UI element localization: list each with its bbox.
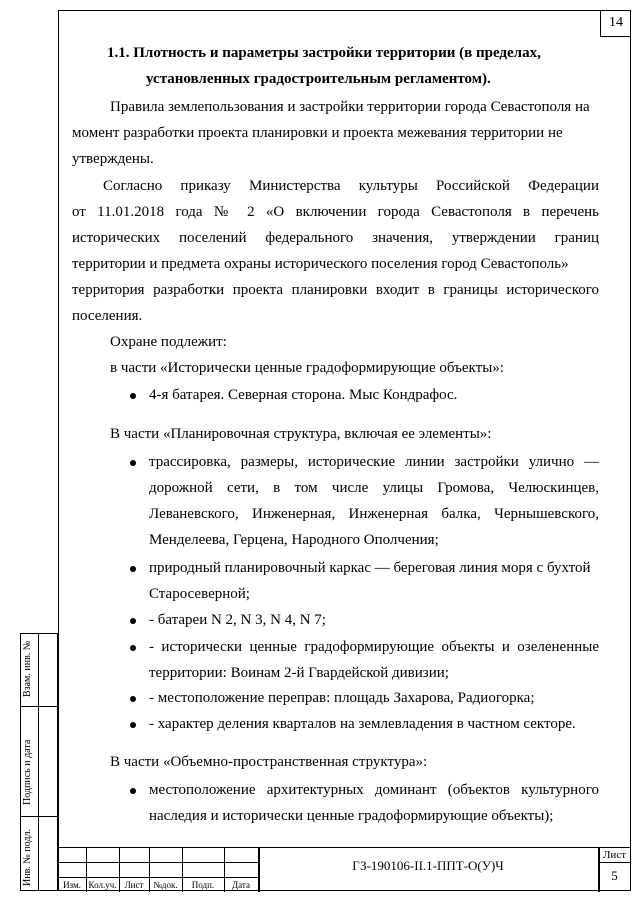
bullet-icon xyxy=(130,696,136,702)
section-heading: 1.1. Плотность и параметры застройки территории (в пределах, xyxy=(107,45,541,61)
list-item-line: Старосеверной; xyxy=(149,586,250,602)
section-heading-cont: установленных градостроительным регламентом). xyxy=(146,71,491,87)
tb-col-ndok: №док. xyxy=(153,880,178,890)
bullet-icon xyxy=(130,566,136,572)
list-item-line: наследия и исторически ценные градоформирующие объекты); xyxy=(149,808,554,824)
list-item: местоположение архитектурных доминант (объектов культурного xyxy=(149,782,599,798)
tb-col-list: Лист xyxy=(124,880,144,890)
list-item: - батареи N 2, N 3, N 4, N 7; xyxy=(149,612,326,628)
part1-label: в части «Исторически ценные градоформирующие объекты»: xyxy=(110,360,504,376)
list-item: трассировка, размеры, исторические линии застройки улично — xyxy=(149,454,599,470)
page-number: 14 xyxy=(600,10,631,37)
para2-line: исторических поселений федерального значения, утверждении границ xyxy=(72,230,599,246)
para2-line: поселения. xyxy=(72,308,143,324)
tb-col-koluch: Кол.уч. xyxy=(88,880,117,890)
sheet-number: 5 xyxy=(611,868,618,883)
vzam-label: Взам. инв. № xyxy=(22,640,33,697)
sheet-label: Лист xyxy=(602,849,627,861)
list-item: - исторически ценные градоформирующие объекты и озелененные xyxy=(149,639,599,655)
list-item: природный планировочный каркас — береговая линия моря с бухтой xyxy=(149,560,591,576)
bullet-icon xyxy=(130,722,136,728)
list-item: - характер деления кварталов на землевладения в частном секторе. xyxy=(149,716,576,732)
para1-line: момент разработки проекта планировки и проекта межевания территории не xyxy=(72,125,563,141)
podpis-label: Подпись и дата xyxy=(22,739,33,805)
para2-line: Согласно приказу Министерства культуры Российской Федерации xyxy=(103,178,599,194)
tb-col-data: Дата xyxy=(232,880,250,890)
part2-label: В части «Планировочная структура, включая ее элементы»: xyxy=(110,426,492,442)
tb-col-podp: Подп. xyxy=(191,880,215,890)
bullet-icon xyxy=(130,393,136,399)
tb-col-izm: Изм. xyxy=(63,880,81,890)
list-item-line: территории: Воинам 2-й Гвардейской дивизии; xyxy=(149,665,449,681)
protect-label: Охране подлежит: xyxy=(110,334,227,350)
bullet-icon xyxy=(130,460,136,466)
list-item: - местоположение переправ: площадь Захарова, Радиогорка; xyxy=(149,690,535,706)
para2-line: территории и предмета охраны исторического поселения город Севастополь» xyxy=(72,256,569,272)
list-item-line: Менделеева, Герцена, Народного Ополчения; xyxy=(149,532,439,548)
para1-line: утверждены. xyxy=(72,151,154,167)
list-item-line: Леваневского, Инженерная, Инженерная балка, Чернышевского, xyxy=(149,506,599,522)
para1-line: Правила землепользования и застройки территории города Севастополя на xyxy=(110,99,590,115)
document-code: ГЗ-190106-II.1-ППТ-О(У)Ч xyxy=(352,858,504,873)
para2-line: территория разработки проекта планировки входит в границы исторического xyxy=(72,282,599,298)
bullet-icon xyxy=(130,645,136,651)
list-item-line: дорожной сети, в том числе улицы Громова, Челюскинцев, xyxy=(149,480,599,496)
list-item: 4-я батарея. Северная сторона. Мыс Кондрафос. xyxy=(149,387,458,403)
bullet-icon xyxy=(130,618,136,624)
para2-line: от 11.01.2018 года № 2 «О включении города Севастополя в перечень xyxy=(72,204,599,220)
title-block xyxy=(58,847,631,891)
bullet-icon xyxy=(130,788,136,794)
inv-label: Инв. № подл. xyxy=(22,829,33,886)
part3-label: В части «Объемно-пространственная структура»: xyxy=(110,754,428,770)
